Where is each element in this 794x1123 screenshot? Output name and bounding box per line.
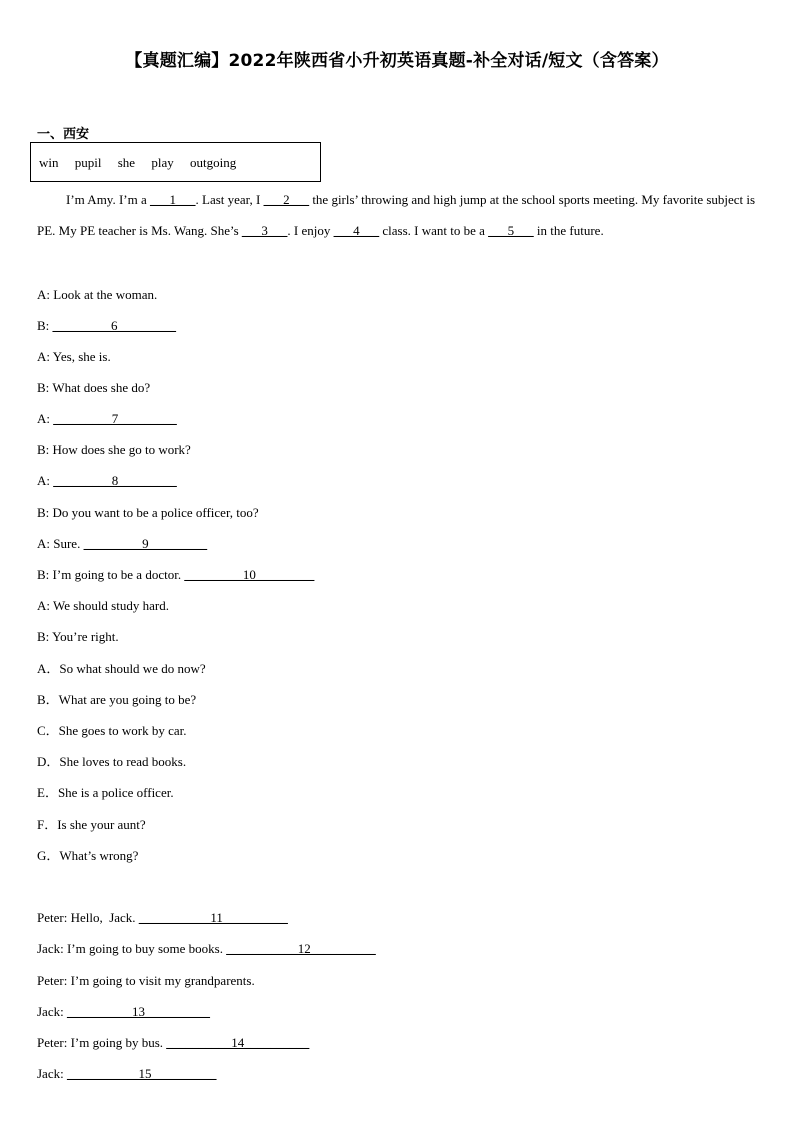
answer-blank[interactable]: _________9_________: [83, 536, 208, 551]
option-item: G．What’s wrong?: [37, 848, 139, 863]
speaker-label: B:: [37, 442, 53, 457]
option-item: C．She goes to work by car.: [37, 723, 187, 738]
dialogue-line: [37, 472, 177, 490]
speaker-label: Peter:: [37, 1035, 71, 1050]
speaker-label: A:: [37, 473, 54, 488]
dialogue-line: [37, 286, 157, 304]
dialogue-text: How does she go to work?: [52, 442, 191, 457]
dialogue-line: [37, 504, 259, 522]
answer-blank[interactable]: _________10_________: [184, 567, 315, 582]
answer-blank[interactable]: ___________12__________: [226, 941, 376, 956]
answer-blank[interactable]: ___________11__________: [138, 910, 288, 925]
blank-4[interactable]: ___4___: [333, 223, 380, 238]
option-item: B．What are you going to be?: [37, 692, 197, 707]
speaker-label: A:: [37, 287, 54, 302]
word-bank-item: play: [151, 155, 174, 170]
speaker-label: A:: [37, 536, 54, 551]
word-bank-item: win: [39, 155, 59, 170]
option-item: E．She is a police officer.: [37, 785, 174, 800]
dialogue-text: You’re right.: [52, 629, 119, 644]
passage-text: . I enjoy: [287, 223, 334, 238]
passage-text: class. I want to be a: [379, 223, 489, 238]
dialogue-line: [37, 379, 150, 397]
speaker-label: B:: [37, 505, 53, 520]
passage: [37, 184, 759, 246]
passage-text: . Last year, I: [195, 192, 264, 207]
speaker-label: Peter:: [37, 910, 71, 925]
dialogue-line: [37, 1034, 309, 1052]
passage-text: the girls’ throwing and high jump at the school sports meeting. My favorite subject is PE. My PE teacher is Ms. Wang. She’s: [37, 192, 756, 238]
dialogue-text: We should study hard.: [53, 598, 169, 613]
speaker-label: B:: [37, 567, 53, 582]
dialogue-line: [37, 1003, 210, 1021]
dialogue-text: Do you want to be a police officer, too?: [52, 505, 259, 520]
dialogue-line: [37, 940, 376, 958]
option-item: F．Is she your aunt?: [37, 817, 146, 832]
word-bank-item: pupil: [74, 155, 102, 170]
speaker-label: Jack:: [37, 1066, 67, 1081]
speaker-label: A:: [37, 598, 54, 613]
answer-blank[interactable]: _________8_________: [53, 473, 177, 488]
dialogue-line: [37, 410, 177, 428]
speaker-label: A:: [37, 411, 54, 426]
speaker-label: Jack:: [37, 1004, 67, 1019]
dialogue-text: Hello, Jack.: [70, 910, 139, 925]
dialogue-line: [37, 317, 176, 335]
answer-blank[interactable]: _________6_________: [52, 318, 177, 333]
option-item: A．So what should we do now?: [37, 661, 206, 676]
page-title: 【真题汇编】2022年陕西省小升初英语真题-补全对话/短文（含答案）: [125, 51, 669, 71]
dialogue-text: I’m going to be a doctor.: [52, 567, 185, 582]
speaker-label: B:: [37, 318, 53, 333]
dialogue-text: Look at the woman.: [53, 287, 158, 302]
dialogue-text: I’m going by bus.: [70, 1035, 167, 1050]
passage-text: I’m Amy. I’m a: [66, 192, 150, 207]
dialogue-text: I’m going to visit my grandparents.: [70, 973, 255, 988]
dialogue-text: Yes, she is.: [52, 349, 111, 364]
answer-blank[interactable]: __________13__________: [66, 1004, 210, 1019]
speaker-label: Jack:: [37, 941, 67, 956]
dialogue-line: [37, 628, 119, 646]
dialogue-text: What does she do?: [52, 380, 151, 395]
word-bank-item: she: [117, 155, 136, 170]
passage-text: in the future.: [533, 223, 604, 238]
dialogue-line: [37, 441, 191, 459]
answer-blank[interactable]: __________14__________: [166, 1035, 310, 1050]
blank-3[interactable]: ___3___: [241, 223, 288, 238]
dialogue-line: [37, 597, 169, 615]
dialogue-line: [37, 972, 255, 990]
speaker-label: B:: [37, 629, 53, 644]
option-item: D．She loves to read books.: [37, 754, 187, 769]
word-bank-item: outgoing: [189, 155, 237, 170]
dialogue-text: Sure.: [53, 536, 84, 551]
word-bank: [30, 142, 321, 182]
dialogue-line: [37, 909, 288, 927]
dialogue-line: [37, 1065, 216, 1083]
dialogue-line: [37, 535, 207, 553]
blank-1[interactable]: ___1___: [150, 192, 196, 207]
section-heading: 一、西安: [37, 127, 90, 142]
dialogue-line: [37, 566, 314, 584]
blank-2[interactable]: ___2___: [263, 192, 310, 207]
dialogue-line: [37, 348, 111, 366]
blank-5[interactable]: ___5___: [488, 223, 534, 238]
speaker-label: A:: [37, 349, 53, 364]
speaker-label: Peter:: [37, 973, 71, 988]
dialogue-text: I’m going to buy some books.: [66, 941, 227, 956]
answer-blank[interactable]: ___________15__________: [66, 1066, 217, 1081]
answer-blank[interactable]: _________7_________: [53, 411, 177, 426]
speaker-label: B:: [37, 380, 53, 395]
